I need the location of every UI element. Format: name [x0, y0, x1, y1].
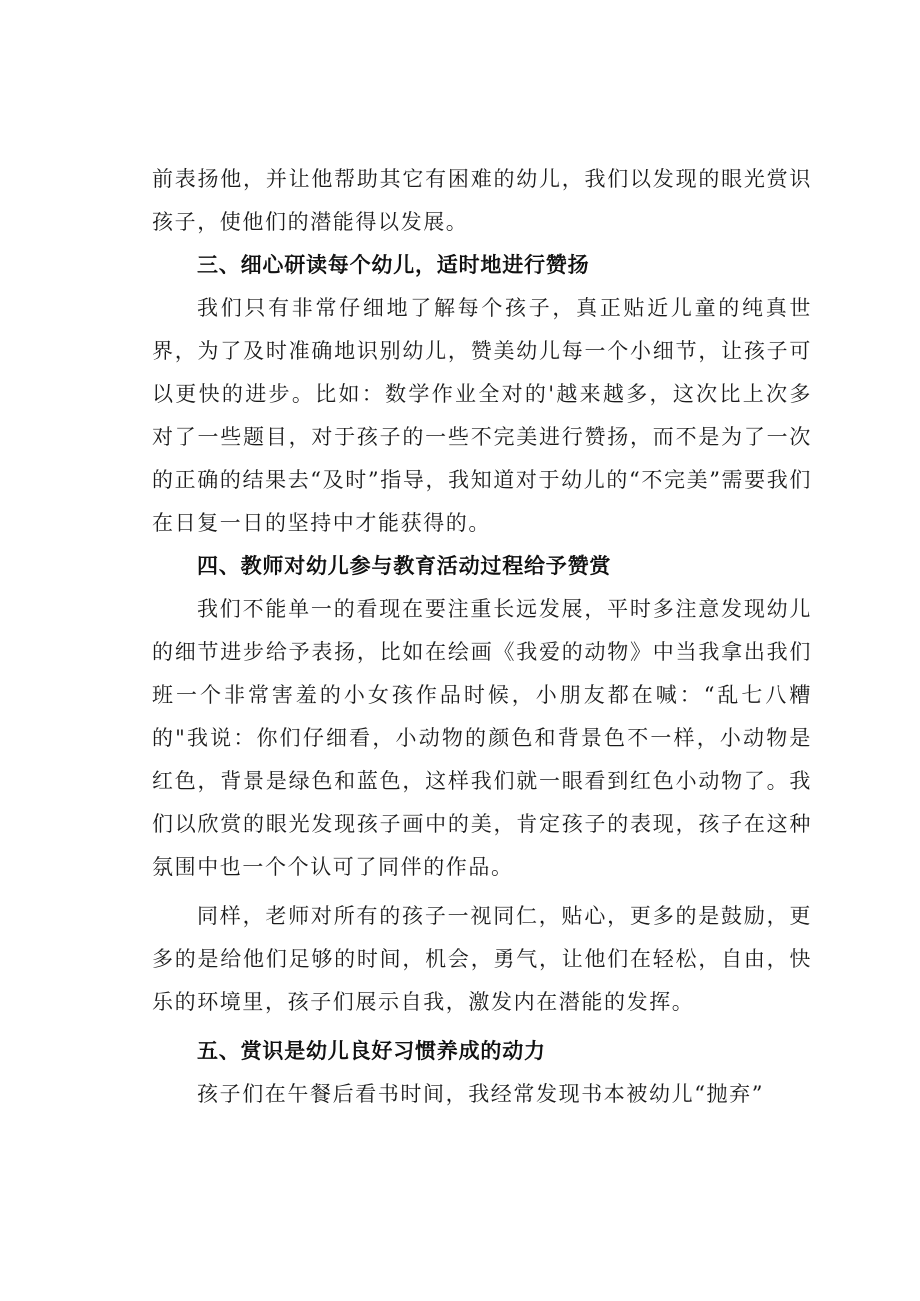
paragraph-continued: 前表扬他，并让他帮助其它有困难的幼儿，我们以发现的眼光赏识孩子，使他们的潜能得以发展。 [152, 167, 812, 234]
paragraph-section-4b: 同样，老师对所有的孩子一视同仁，贴心，更多的是鼓励，更多的是给他们足够的时间，机会，勇气，让他们在轻松，自由，快乐的环境里，孩子们展示自我，激发内在潜能的发挥。 [152, 904, 812, 1014]
section-heading-5: 五、赏识是幼儿良好习惯养成的动力 [197, 1039, 546, 1063]
document-body [152, 158, 812, 1116]
section-heading-3: 三、细心研读每个幼儿，适时地进行赞扬 [197, 253, 590, 277]
paragraph-section-3: 我们只有非常仔细地了解每个孩子，真正贴近儿童的纯真世界，为了及时准确地识别幼儿，赞美幼儿每一个小细节，让孩子可以更快的进步。比如：数学作业全对的'越来越多，这次比上次多对了一些题目，对于孩子的一些不完美进行赞扬，而不是为了一次的正确的结果去“及时”指导，我知道对于幼儿的“不完美”需要我们在日复一日的坚持中才能获得的。 [152, 296, 812, 535]
paragraph-section-5: 孩子们在午餐后看书时间，我经常发现书本被幼儿“抛弃” [197, 1082, 765, 1106]
section-heading-4: 四、教师对幼儿参与教育活动过程给予赞赏 [197, 554, 612, 578]
paragraph-section-4a: 我们不能单一的看现在要注重长远发展，平时多注意发现幼儿的细节进步给予表扬，比如在绘画《我爱的动物》中当我拿出我们班一个非常害羞的小女孩作品时候，小朋友都在喊：“乱七八糟的"我说：你们仔细看，小动物的颜色和背景色不一样，小动物是红色，背景是绿色和蓝色，这样我们就一眼看到红色小动物了。我们以欣赏的眼光发现孩子画中的美，肯定孩子的表现，孩子在这种氛围中也一个个认可了同伴的作品。 [152, 597, 812, 879]
